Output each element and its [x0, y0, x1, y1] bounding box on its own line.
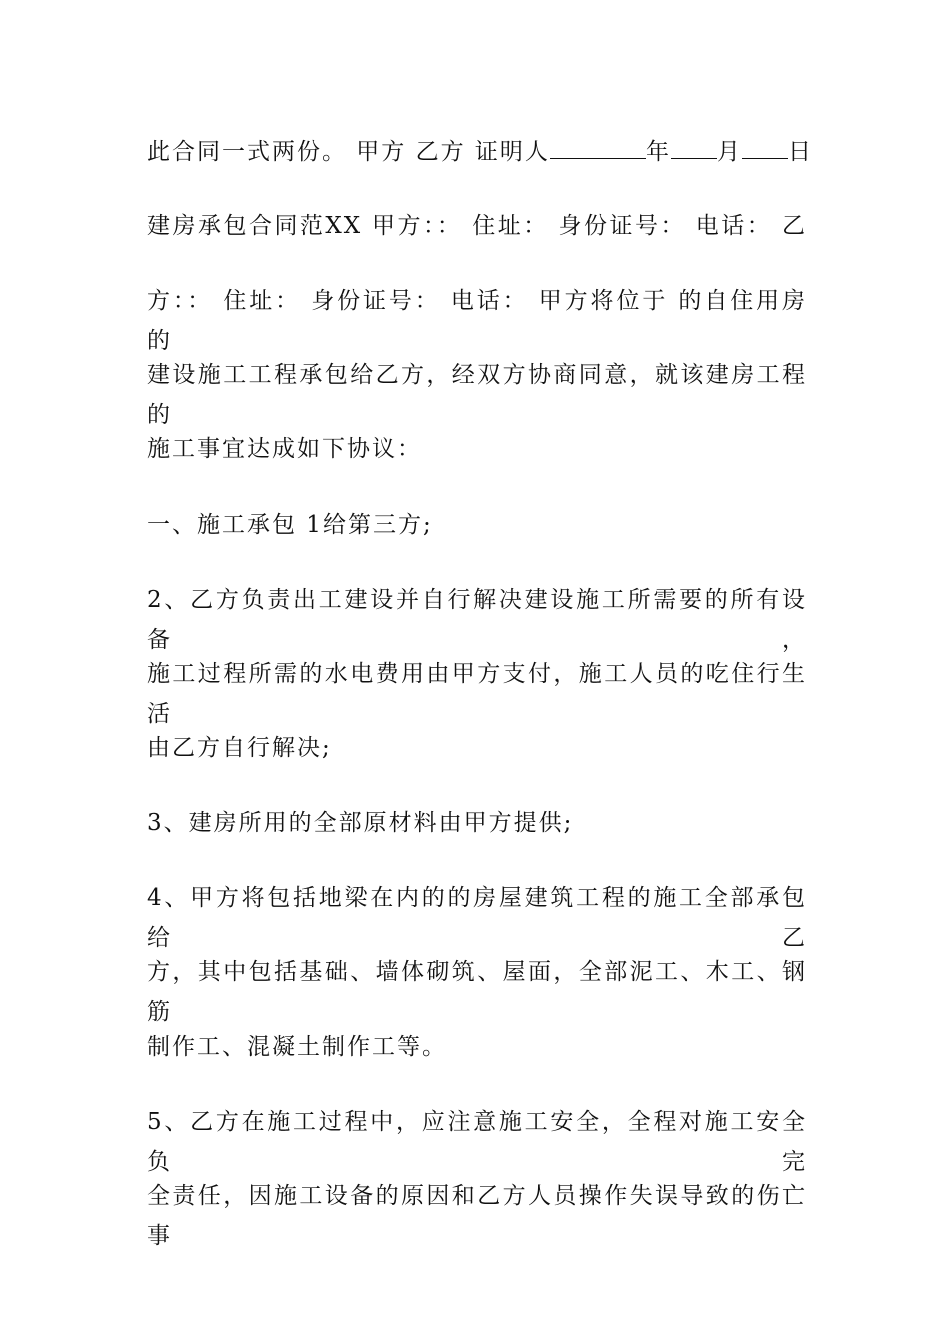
text-line-5: 施工事宜达成如下协议：	[147, 436, 422, 462]
text-line-1	[147, 132, 813, 172]
text-line-9: 由乙方自行解决;	[147, 735, 332, 761]
text-line-13: 制作工、混凝土制作工等。	[147, 1034, 447, 1060]
text-line-1-year: 年	[645, 139, 671, 165]
text-line-3: 方：： 住址： 身份证号： 电话： 甲方将位于 的自住用房的	[147, 288, 807, 354]
text-line-7: 2、乙方负责出工建设并自行解决建设施工所需要的所有设备，	[147, 587, 807, 653]
text-line-6: 一、施工承包 1给第三方;	[147, 512, 433, 538]
signature-blank	[550, 136, 646, 159]
text-line-10: 3、建房所用的全部原材料由甲方提供;	[147, 810, 574, 836]
text-line-8: 施工过程所需的水电费用由甲方支付，施工人员的吃住行生活	[147, 661, 807, 727]
month-blank	[742, 136, 788, 159]
text-line-1-part-1: 此合同一式两份。 甲方 乙方 证明人	[147, 139, 550, 165]
text-line-4: 建设施工工程承包给乙方，经双方协商同意，就该建房工程的	[147, 362, 807, 428]
text-line-15: 全责任，因施工设备的原因和乙方人员操作失误导致的伤亡事	[147, 1183, 807, 1249]
text-line-2: 建房承包合同范XX 甲方：： 住址： 身份证号： 电话： 乙	[147, 213, 807, 239]
text-line-14: 5、乙方在施工过程中，应注意施工安全，全程对施工安全负完	[147, 1109, 807, 1175]
year-blank	[671, 136, 717, 159]
text-line-1-day: 日	[787, 139, 813, 165]
text-line-11: 4、甲方将包括地梁在内的的房屋建筑工程的施工全部承包给乙	[147, 885, 807, 951]
text-line-12: 方，其中包括基础、墙体砌筑、屋面，全部泥工、木工、钢筋	[147, 959, 807, 1025]
text-line-1-month: 月	[716, 139, 742, 165]
